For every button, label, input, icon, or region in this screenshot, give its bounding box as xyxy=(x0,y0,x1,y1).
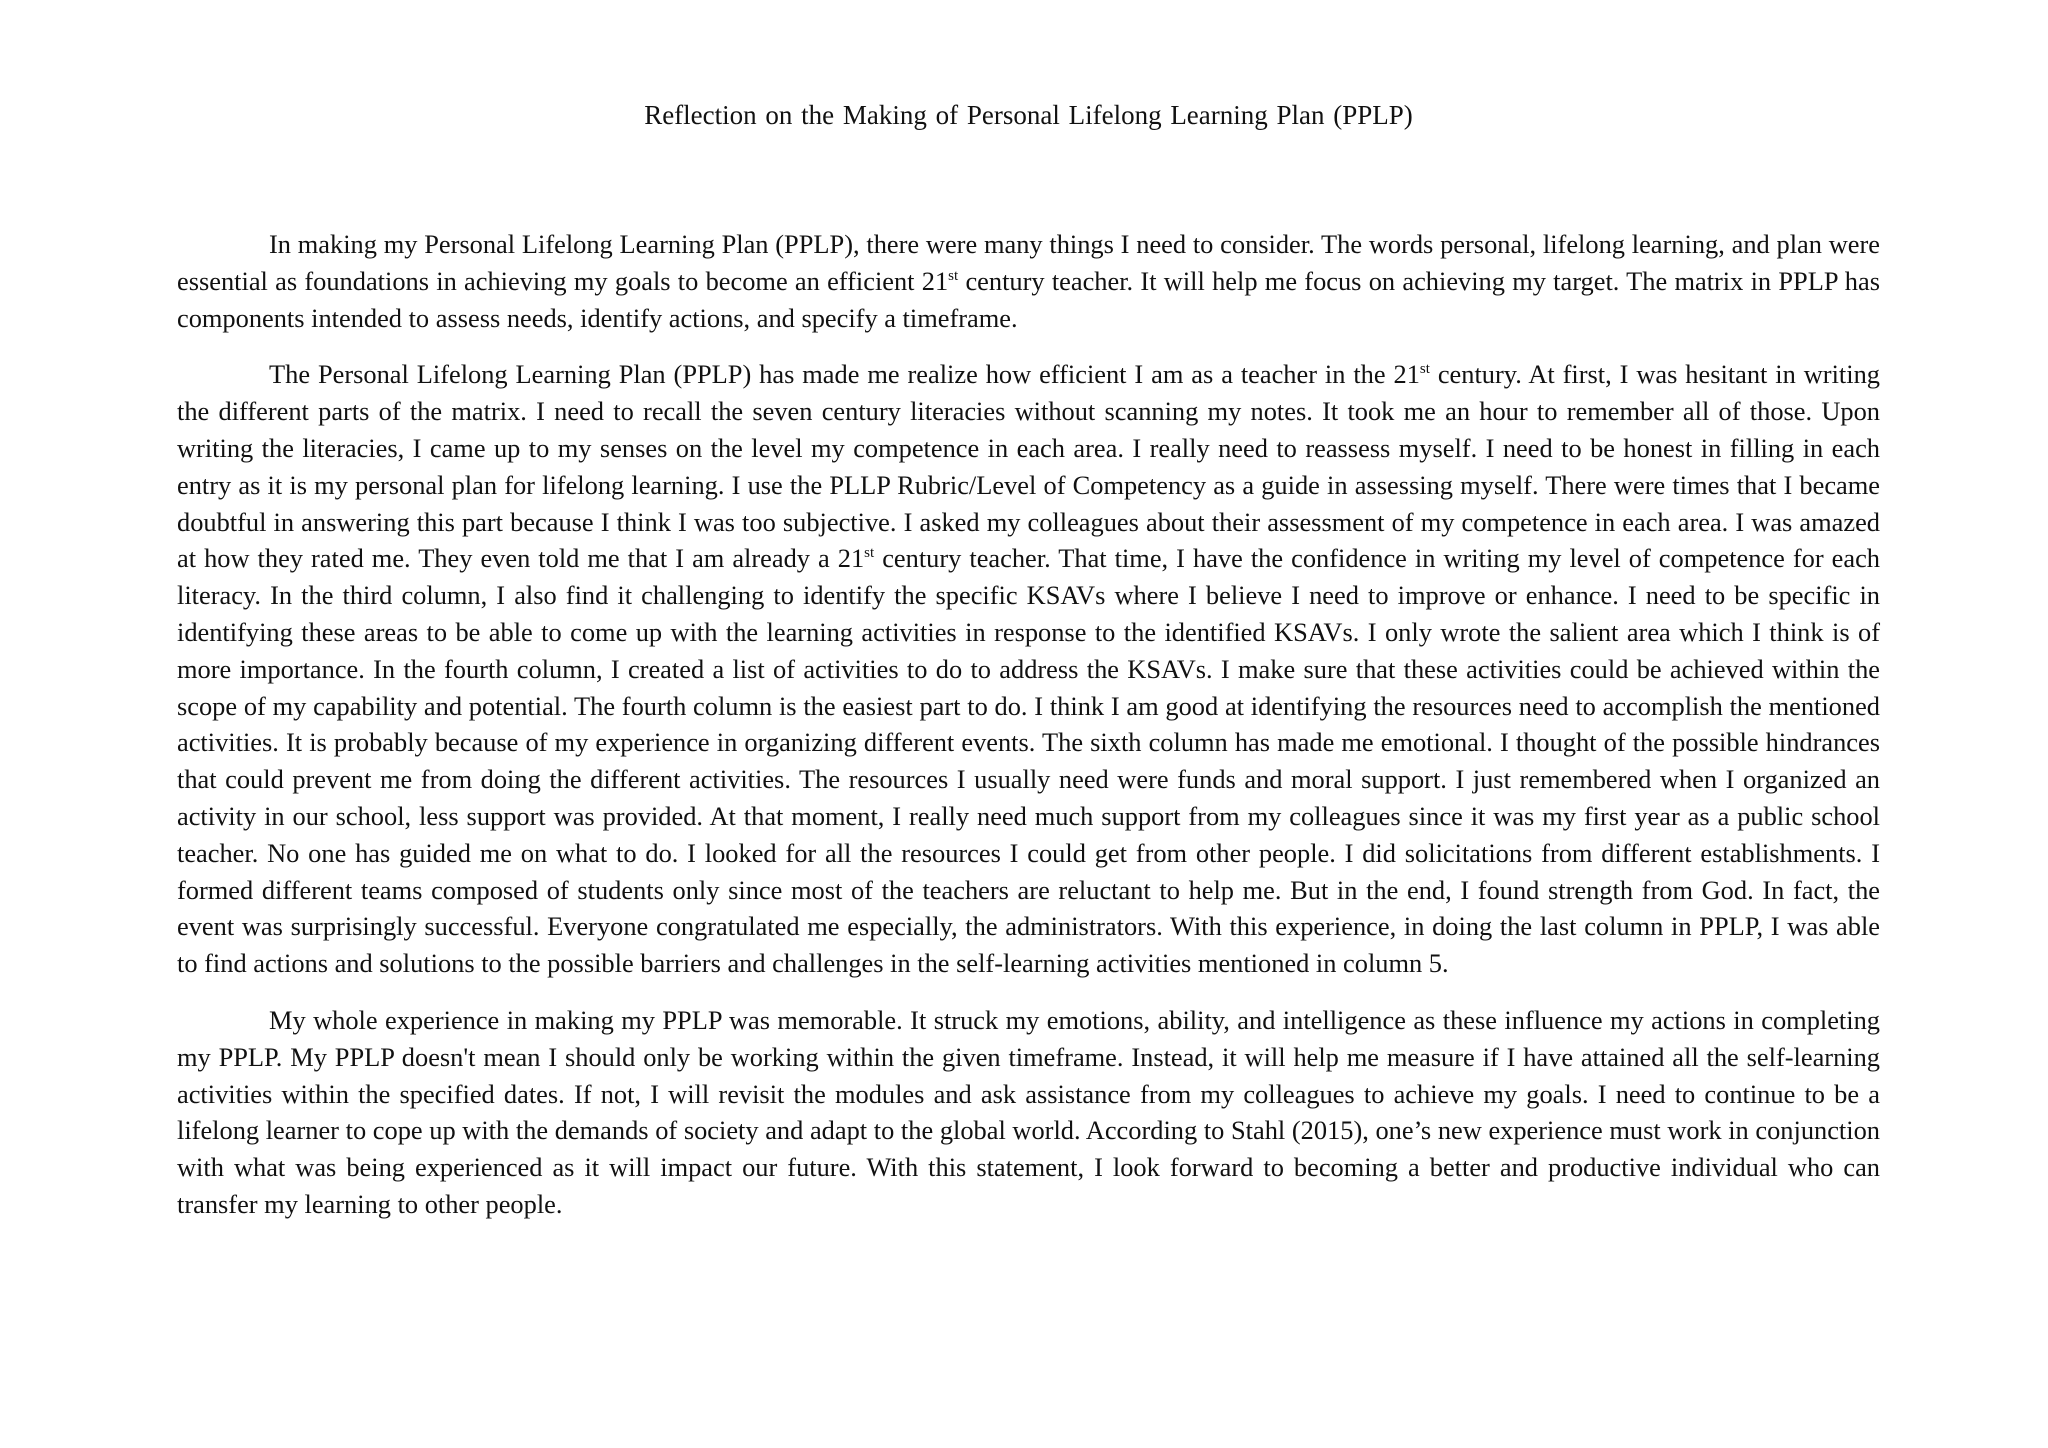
paragraph-3 xyxy=(177,1002,1880,1223)
paragraph-text: The Personal Lifelong Learning Plan (PPLP) has made me realize how efficient I am as a teacher in the 21 xyxy=(269,359,1420,390)
paragraph-2 xyxy=(177,356,1880,982)
document-title: Reflection on the Making of Personal Lifelong Learning Plan (PPLP) xyxy=(644,100,1413,130)
paragraph-text: In making my Personal Lifelong Learning Plan (PPLP), there were many things I need to consider. The words personal, lifelong learning, and plan were essential as foundations in achieving my goals to become an efficient 21 xyxy=(177,229,1880,296)
paragraph-1 xyxy=(177,226,1880,336)
paragraph-text: My whole experience in making my PPLP was memorable. It struck my emotions, ability, and intelligence as these influence my actions in completing my PPLP. My PPLP doesn't mean I should only be working within the given timeframe. Instead, it will help me measure if I have attained all the self-learning activities within the specified dates. If not, I will revisit the modules and ask assistance from my colleagues to achieve my goals. I need to continue to be a lifelong learner to cope up with the demands of society and adapt to the global world. According to Stahl (2015), one’s new experience must work in conjunction with what was being experienced as it will impact our future. With this statement, I look forward to becoming a better and productive individual who can transfer my learning to other people. xyxy=(177,1004,1880,1219)
superscript-st: st xyxy=(1419,361,1430,378)
superscript-st: st xyxy=(864,545,875,562)
paragraph-text: century. At first, I was hesitant in writing the different parts of the matrix. I need to recall the seven century literacies without scanning my notes. It took me an hour to remember all of those. Upon writing the literacies, I came up to my senses on the level my competence in each area. I really need to reassess myself. I need to be honest in filling in each entry as it is my personal plan for lifelong learning. I use the PLLP Rubric/Level of Competency as a guide in assessing myself. There were times that I became doubtful in answering this part because I think I was too subjective. I asked my colleagues about their assessment of my competence in each area. I was amazed at how they rated me. They even told me that I am already a 21 xyxy=(177,359,1880,574)
paragraph-text: century teacher. It will help me focus on achieving my target. The matrix in PPLP has components intended to assess needs, identify actions, and specify a timeframe. xyxy=(177,265,1880,333)
paragraph-text: century teacher. That time, I have the confidence in writing my level of competence for each literacy. In the third column, I also find it challenging to identify the specific KSAVs where I believe I need to improve or enhance. I need to be specific in identifying these areas to be able to come up with the learning activities in response to the identified KSAVs. I only wrote the salient area which I think is of more importance. In the fourth column, I created a list of activities to do to address the KSAVs. I make sure that these activities could be achieved within the scope of my capability and potential. The fourth column is the easiest part to do. I think I am good at identifying the resources need to accomplish the mentioned activities. It is probably because of my experience in organizing different events. The sixth column has made me emotional. I thought of the possible hindrances that could prevent me from doing the different activities. The resources I usually need were funds and moral support. I just remembered when I organized an activity in our school, less support was provided. At that moment, I really need much support from my colleagues since it was my first year as a public school teacher. No one has guided me on what to do. I looked for all the resources I could get from other people. I did solicitations from different establishments. I formed different teams composed of students only since most of the teachers are reluctant to help me. But in the end, I found strength from God. In fact, the event was surprisingly successful. Everyone congratulated me especially, the administrators. With this experience, in doing the last column in PPLP, I was able to find actions and solutions to the possible barriers and challenges in the self-learning activities mentioned in column 5. xyxy=(177,543,1880,979)
superscript-st: st xyxy=(948,267,959,284)
document-page xyxy=(177,96,1880,1243)
